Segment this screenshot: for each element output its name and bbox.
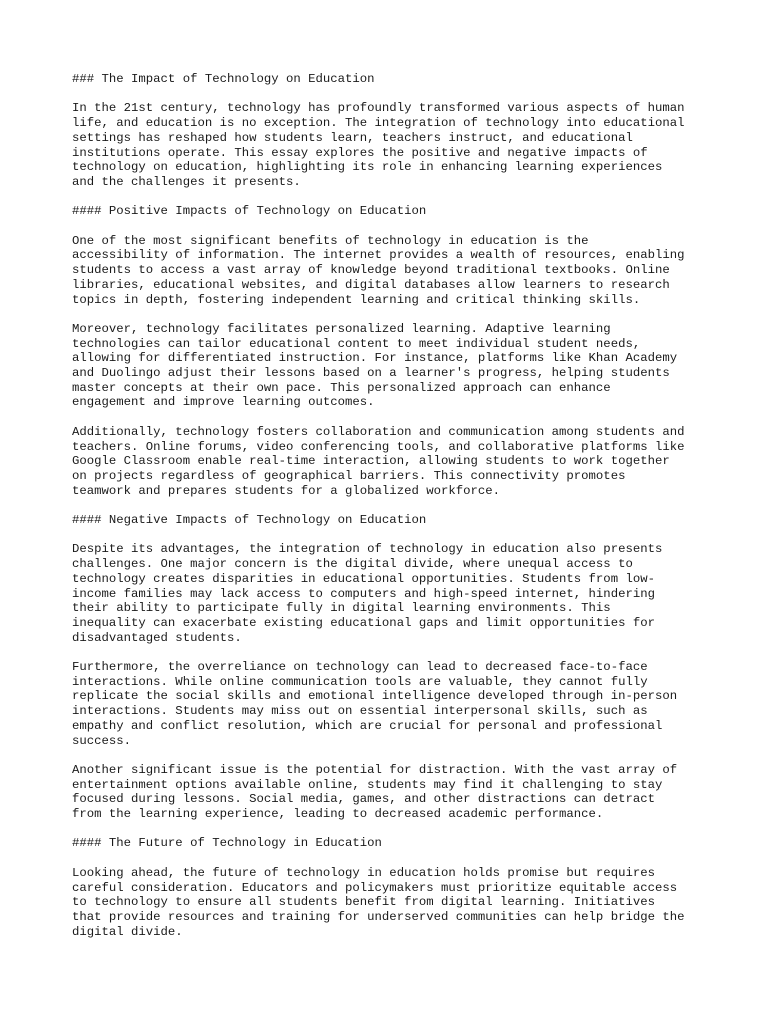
positive-paragraph-3: Additionally, technology fosters collaboration and communication among students and teachers. Online forums, video conferencing tools, and collaborative platforms like Google Classroom enable real-time interaction, allowing students to work together on projects regardless of geographical barriers. This connectivity promotes teamwork and prepares students for a globalized workforce. — [72, 424, 685, 498]
heading-negative-impacts: #### Negative Impacts of Technology on Education — [72, 513, 427, 527]
document-title: ### The Impact of Technology on Education — [72, 72, 375, 86]
heading-future: #### The Future of Technology in Education — [72, 836, 382, 851]
negative-paragraph-2: Furthermore, the overreliance on technology can lead to decreased face-to-face interactions. While online communication tools are valuable, they cannot fully replicate the social skills and emotional intelligence developed through in-person interactions. Students may miss out on essential interpersonal skills, such as empathy and conflict resolution, which are crucial for personal and professional success. — [72, 660, 678, 748]
future-paragraph-1: Looking ahead, the future of technology in education holds promise but requires careful consideration. Educators and policymakers must prioritize equitable access to technology to ensure all students benefit from digital learning. Initiatives that provide resources and training for underserved communities can help bridge the digital divide. — [72, 865, 685, 939]
positive-paragraph-1: One of the most significant benefits of technology in education is the accessibility of information. The internet provides a wealth of resources, enabling students to access a vast array of knowledge beyond traditional textbooks. Online libraries, educational websites, and digital databases allow learners to research topics in depth, fostering independent learning and critical thinking skills. — [72, 233, 685, 307]
negative-paragraph-3: Another significant issue is the potential for distraction. With the vast array of entertainment options available online, students may find it challenging to stay focused during lessons. Social media, games, and other distractions can detract from the learning experience, leading to decreased academic performance. — [72, 762, 678, 822]
intro-paragraph: In the 21st century, technology has profoundly transformed various aspects of human life, and education is no exception. The integration of technology into educational settings has reshaped how students learn, teachers instruct, and educational institutions operate. This essay explores the positive and negative impacts of technology on education, highlighting its role in enhancing learning experiences and the challenges it presents. — [72, 101, 685, 189]
positive-paragraph-2: Moreover, technology facilitates personalized learning. Adaptive learning technologies can tailor educational content to meet individual student needs, allowing for differentiated instruction. For instance, platforms like Khan Academy and Duolingo adjust their lessons based on a learner's progress, helping students master concepts at their own pace. This personalized approach can enhance engagement and improve learning outcomes. — [72, 321, 678, 410]
negative-paragraph-1: Despite its advantages, the integration of technology in education also presents challenges. One major concern is the digital divide, where unequal access to technology creates disparities in educational opportunities. Students from low- income families may lack access to computers and high-speed internet, hindering their ability to participate fully in digital learning environments. This inequality can exacerbate existing educational gaps and limit opportunities for disadvantaged students. — [72, 542, 663, 645]
heading-positive-impacts: #### Positive Impacts of Technology on Education — [72, 204, 427, 219]
